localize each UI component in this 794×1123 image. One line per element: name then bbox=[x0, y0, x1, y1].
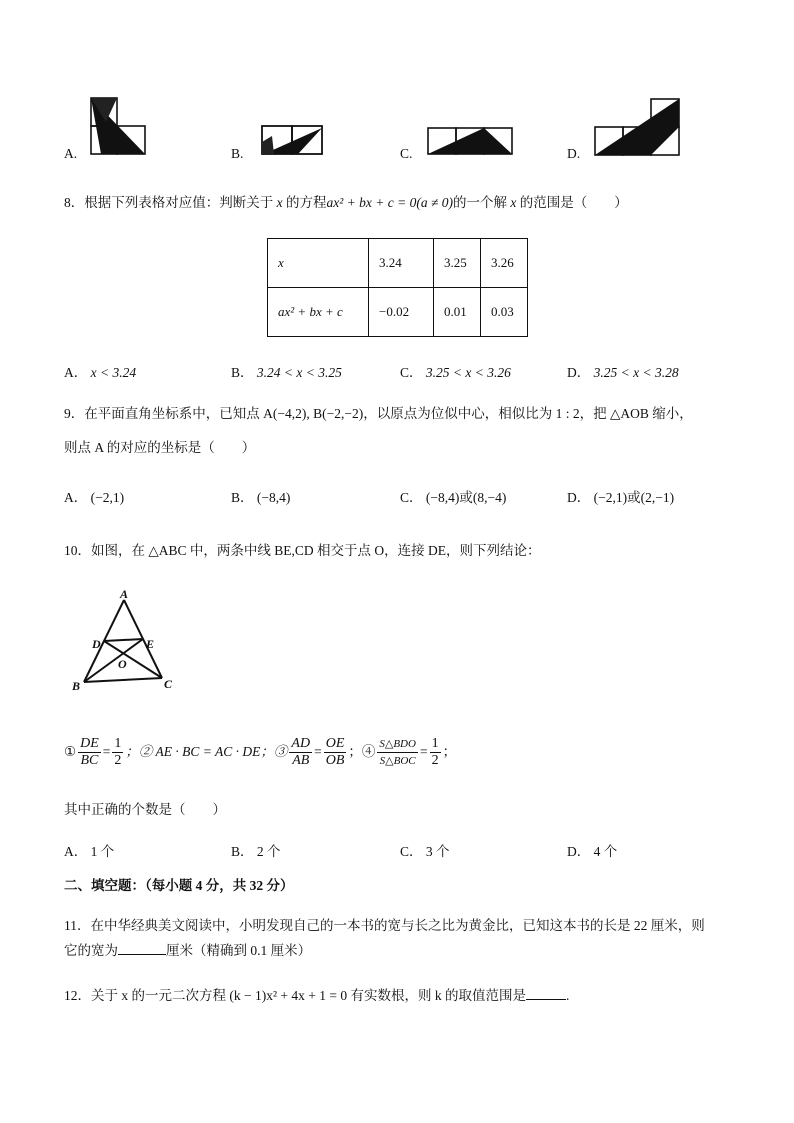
fraction bbox=[430, 736, 441, 769]
q11-line2-pre: 它的宽为 bbox=[64, 943, 118, 958]
figure-label-c: C bbox=[164, 677, 173, 691]
table-row bbox=[268, 239, 528, 288]
q11-answer-blank[interactable] bbox=[118, 940, 166, 955]
fraction-numerator: S△BDO bbox=[377, 736, 418, 753]
fraction-numerator: 1 bbox=[431, 735, 439, 751]
figure-label-a: A bbox=[120, 588, 129, 601]
option-letter: A． bbox=[64, 490, 88, 505]
q8-stem-pre: 根据下列表格对应值：判断关于 bbox=[84, 195, 274, 210]
table-cell: x bbox=[268, 239, 369, 288]
figure-label-b: B bbox=[72, 679, 81, 693]
option-text: 3.24 < x < 3.25 bbox=[256, 365, 342, 380]
q11-line2 bbox=[64, 940, 311, 961]
fraction-denominator: 2 bbox=[431, 752, 439, 768]
fraction-numerator: DE bbox=[80, 735, 99, 751]
q12-stem-pre: 12．关于 x 的一元二次方程 (k − 1)x² + 4x + 1 = 0 有实数根，则 k 的取值范围是 bbox=[64, 988, 526, 1003]
fraction-denominator: AB bbox=[292, 752, 310, 768]
q8-option-b[interactable] bbox=[231, 361, 342, 381]
q8-number: 8． bbox=[64, 195, 85, 210]
option-text: 3 个 bbox=[425, 844, 450, 859]
q10-conclusions bbox=[64, 732, 456, 772]
q7-option-b-letter: B. bbox=[231, 146, 244, 161]
q7-option-b-figure bbox=[258, 122, 326, 158]
option-text: 2 个 bbox=[256, 844, 281, 859]
table-cell: 3.25 bbox=[434, 239, 481, 288]
q8-stem-post: 的范围是（ ） bbox=[519, 195, 628, 210]
fraction bbox=[324, 736, 347, 769]
q12-stem-post: . bbox=[566, 988, 570, 1003]
table-cell: 0.01 bbox=[434, 288, 481, 337]
conclusion-2-and-3-mark: ；② AE · BC = AC · DE；③ bbox=[125, 744, 288, 759]
q10-option-b[interactable] bbox=[231, 840, 281, 860]
q9-option-d[interactable] bbox=[567, 486, 674, 506]
q8-var-x: x bbox=[276, 195, 283, 210]
q7-option-c-letter: C. bbox=[400, 146, 413, 161]
q8-stem bbox=[64, 193, 628, 213]
q9-stem-line1: 9．在平面直角坐标系中，已知点 A(−4,2), B(−2,−2)，以原点为位似中心，相似比为 1 : 2，把 △AOB 缩小， bbox=[64, 406, 693, 421]
q11-line1: 11．在中华经典美文阅读中，小明发现自己的一本书的宽与长之比为黄金比，已知这本书的长是 22 厘米，则 bbox=[64, 918, 705, 933]
q7-option-a-letter: A. bbox=[64, 146, 78, 161]
q9-option-c[interactable] bbox=[400, 486, 506, 506]
option-text: (−8,4)或(8,−4) bbox=[425, 490, 507, 505]
fraction-denominator: BC bbox=[80, 752, 99, 768]
fraction bbox=[78, 736, 101, 769]
fraction-denominator: OB bbox=[325, 752, 345, 768]
option-letter: B． bbox=[231, 490, 254, 505]
table-row bbox=[268, 288, 528, 337]
q8-option-d[interactable] bbox=[567, 361, 679, 381]
q8-equation: ax² + bx + c = 0(a ≠ 0) bbox=[326, 195, 454, 210]
option-text: (−8,4) bbox=[256, 490, 291, 505]
option-letter: B． bbox=[231, 844, 254, 859]
figure-label-e: E bbox=[146, 637, 155, 651]
q10-option-a[interactable] bbox=[64, 840, 114, 860]
fraction bbox=[112, 736, 123, 769]
option-letter: A． bbox=[64, 365, 88, 380]
q9-stem-line2: 则点 A 的对应的坐标是（ ） bbox=[64, 440, 256, 455]
q8-value-table bbox=[267, 238, 528, 337]
fraction-numerator: AD bbox=[291, 735, 311, 751]
fraction-numerator: 1 bbox=[114, 735, 122, 751]
option-text: 4 个 bbox=[593, 844, 618, 859]
table-cell: ax² + bx + c bbox=[268, 288, 369, 337]
option-text: (−2,1)或(2,−1) bbox=[593, 490, 675, 505]
q11-line2-post: 厘米（精确到 0.1 厘米） bbox=[166, 943, 312, 958]
section-2-title: 二、填空题：（每小题 4 分，共 32 分） bbox=[64, 878, 294, 893]
option-letter: D． bbox=[567, 365, 591, 380]
table-cell: 3.24 bbox=[369, 239, 434, 288]
option-letter: C． bbox=[400, 365, 423, 380]
table-cell: −0.02 bbox=[369, 288, 434, 337]
q10-stem: 10．如图，在 △ABC 中，两条中线 BE,CD 相交于点 O，连接 DE，则下列结论： bbox=[64, 543, 541, 558]
equals-sign: = bbox=[314, 744, 322, 759]
option-text: (−2,1) bbox=[90, 490, 125, 505]
conclusion-4-mark: ；④ bbox=[348, 744, 376, 759]
q7-option-c-figure bbox=[426, 124, 516, 158]
q10-question: 其中正确的个数是（ ） bbox=[64, 802, 226, 817]
q8-option-c[interactable] bbox=[400, 361, 511, 381]
option-letter: B． bbox=[231, 365, 254, 380]
q7-option-d-letter: D. bbox=[567, 146, 581, 161]
q10-option-d[interactable] bbox=[567, 840, 617, 860]
table-cell: 0.03 bbox=[481, 288, 528, 337]
q8-var-x-2: x bbox=[510, 195, 517, 210]
option-letter: A． bbox=[64, 844, 88, 859]
option-text: 1 个 bbox=[90, 844, 115, 859]
q9-option-a[interactable] bbox=[64, 486, 124, 506]
option-letter: D． bbox=[567, 490, 591, 505]
fraction-denominator: S△BOC bbox=[379, 754, 416, 767]
q12-stem bbox=[64, 985, 569, 1006]
option-text: 3.25 < x < 3.26 bbox=[425, 365, 511, 380]
q10-triangle-figure bbox=[66, 588, 186, 696]
option-letter: C． bbox=[400, 844, 423, 859]
q7-option-d-figure bbox=[593, 96, 683, 158]
fraction bbox=[289, 736, 312, 769]
q12-answer-blank[interactable] bbox=[526, 985, 566, 1000]
q8-stem-mid1: 的方程 bbox=[286, 195, 327, 210]
fraction bbox=[377, 736, 418, 769]
option-letter: C． bbox=[400, 490, 423, 505]
fraction-denominator: 2 bbox=[114, 752, 122, 768]
q7-option-a-figure bbox=[86, 96, 152, 158]
figure-label-d: D bbox=[92, 637, 101, 651]
conclusion-1-mark: ① bbox=[64, 744, 77, 759]
q10-option-c[interactable] bbox=[400, 840, 450, 860]
q9-option-b[interactable] bbox=[231, 486, 290, 506]
figure-label-o: O bbox=[118, 657, 127, 671]
option-text: x < 3.24 bbox=[90, 365, 137, 380]
table-cell: 3.26 bbox=[481, 239, 528, 288]
equals-sign: = bbox=[102, 744, 111, 759]
option-text: 3.25 < x < 3.28 bbox=[593, 365, 679, 380]
equals-sign: = bbox=[419, 744, 428, 759]
option-letter: D． bbox=[567, 844, 591, 859]
q8-option-a[interactable] bbox=[64, 361, 136, 381]
conclusion-end: ； bbox=[442, 744, 457, 759]
q8-stem-mid2: 的一个解 bbox=[453, 195, 508, 210]
fraction-numerator: OE bbox=[325, 735, 345, 751]
